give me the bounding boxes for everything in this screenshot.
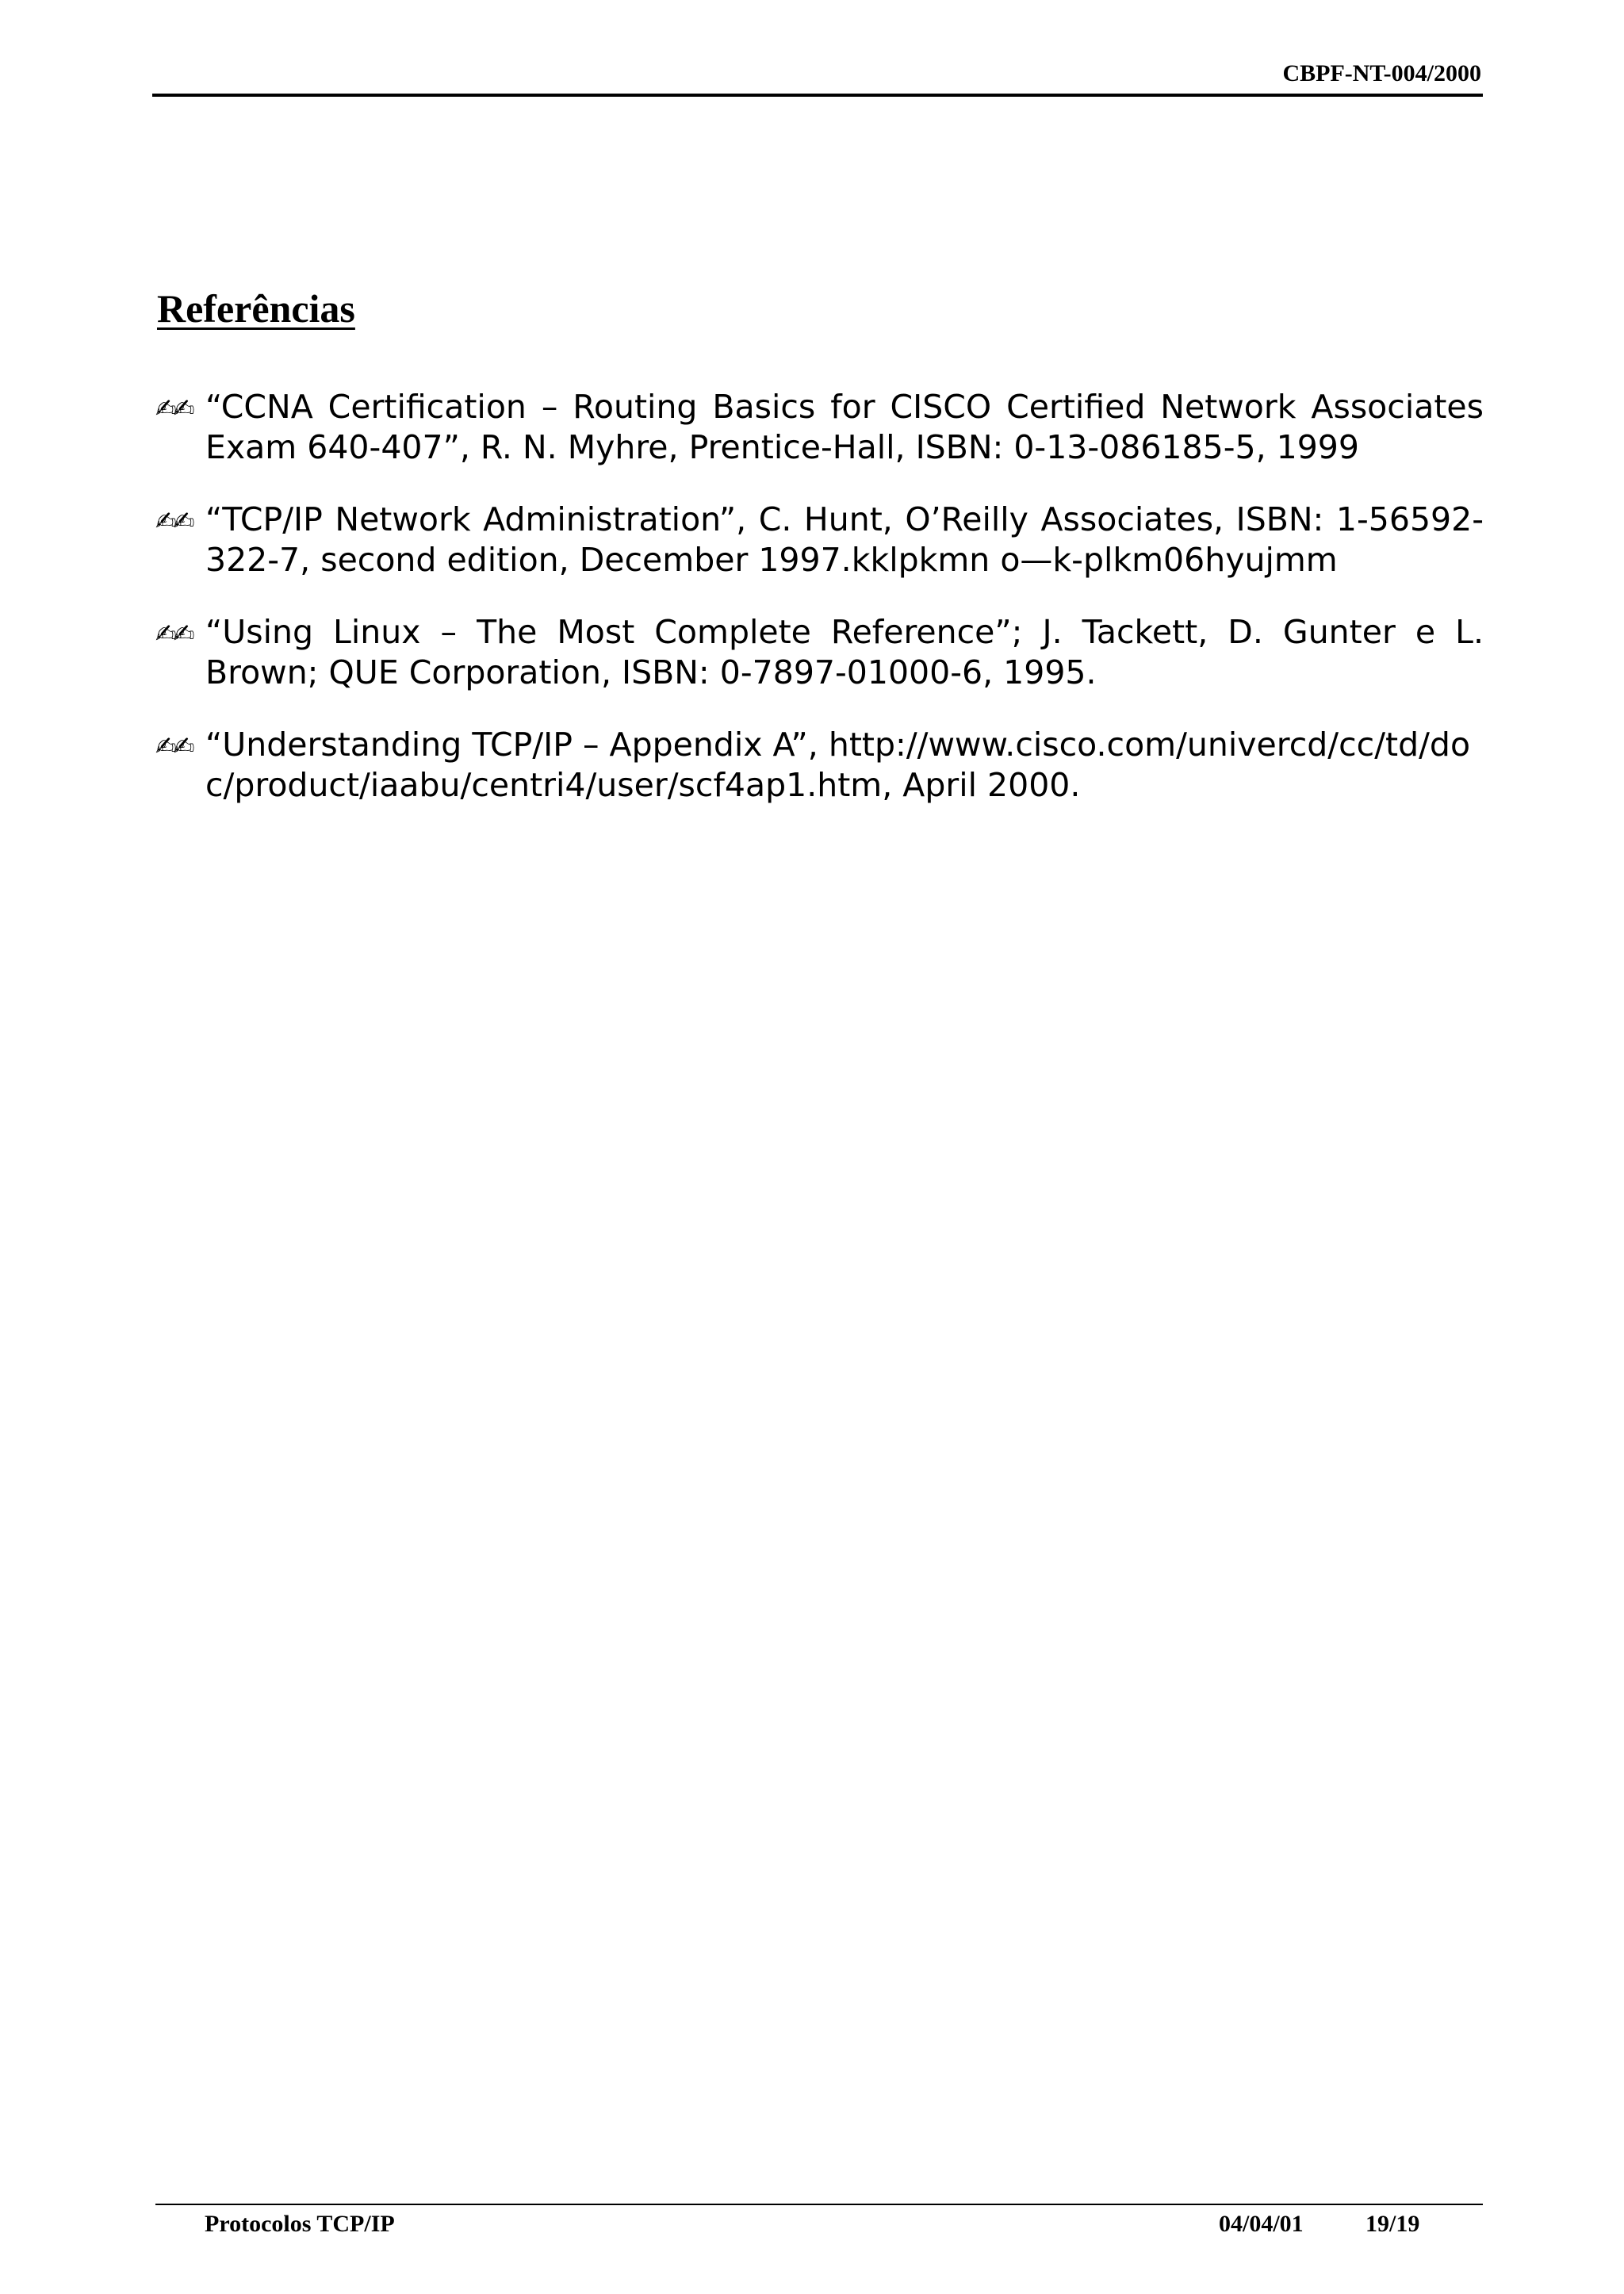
reference-item [155,387,1484,468]
section-title: Referências [157,286,355,331]
reference-text: “TCP/IP Network Administration”, C. Hunt, O’Reilly Associates, ISBN: 1-56592-322-7, second edition, December 1997.kklpkmn o—k-plkm06hyujmm [205,500,1484,579]
document-id: CBPF-NT-004/2000 [1282,60,1481,86]
footer-rule [155,2204,1483,2205]
reference-text: “Understanding TCP/IP – Appendix A”, http://www.cisco.com/univercd/cc/td/doc/product/iaabu/centri4/user/scf4ap1.htm, April 2000. [205,726,1471,804]
writing-hand-icon: ✍✍ [155,731,192,761]
reference-item [155,500,1484,580]
reference-item [155,612,1484,693]
footer-title: Protocolos TCP/IP [205,2211,395,2237]
writing-hand-icon: ✍✍ [155,506,192,536]
writing-hand-icon: ✍✍ [155,393,192,423]
reference-text: “CCNA Certification – Routing Basics for CISCO Certified Network Associates Exam 640-407”, R. N. Myhre, Prentice-Hall, ISBN: 0-13-086185-5, 1999 [205,388,1484,466]
footer-date: 04/04/01 [1219,2211,1304,2237]
reference-list [155,387,1484,837]
header-rule [152,94,1483,97]
reference-item [155,725,1484,806]
writing-hand-icon: ✍✍ [155,618,192,649]
reference-text: “Using Linux – The Most Complete Reference”; J. Tackett, D. Gunter e L. Brown; QUE Corporation, ISBN: 0-7897-01000-6, 1995. [205,613,1484,691]
page-number: 19/19 [1365,2211,1420,2237]
